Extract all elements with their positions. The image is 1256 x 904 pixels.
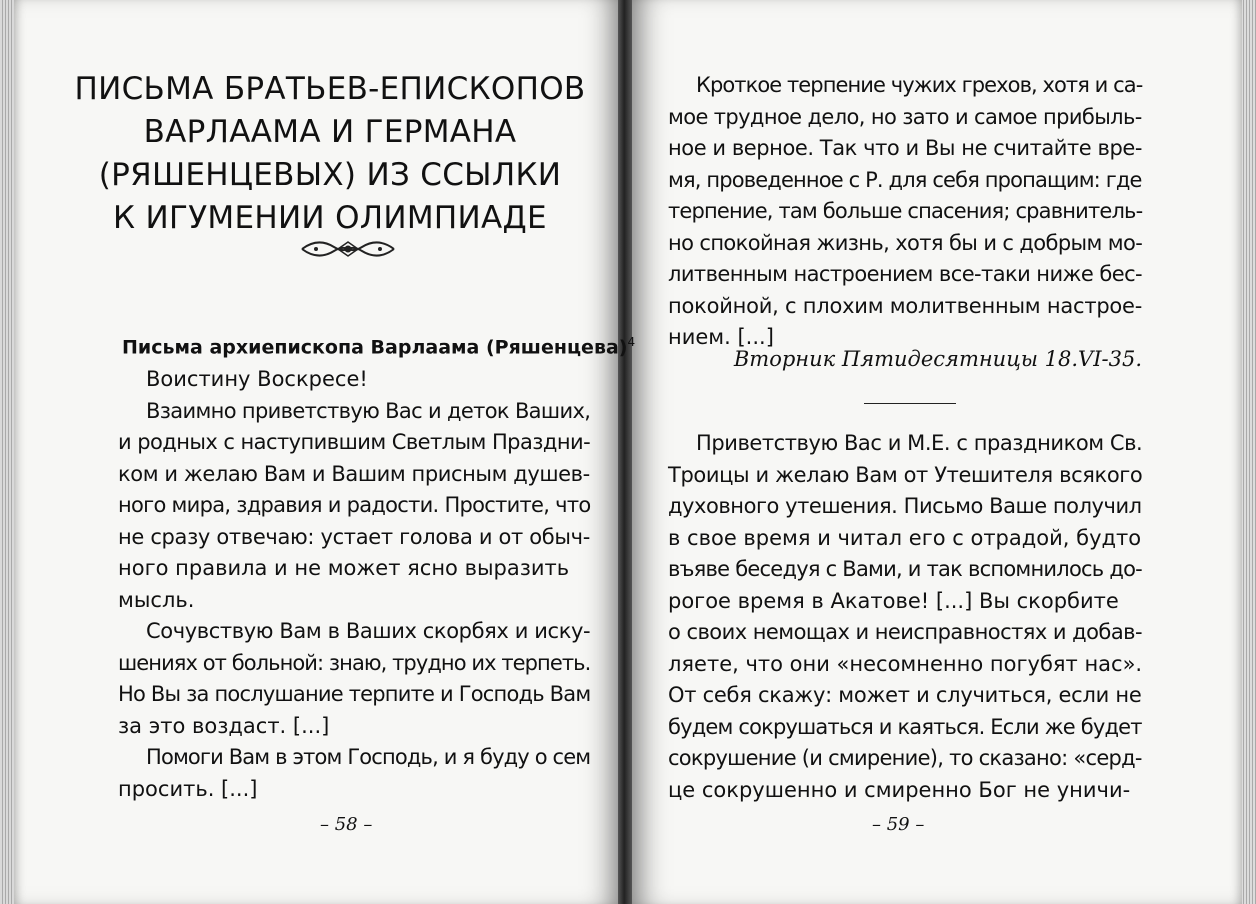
chapter-title-line: ПИСЬМА БРАТЬЕВ-ЕПИСКОПОВ	[74, 71, 586, 107]
ornament-divider-icon	[298, 234, 398, 264]
page-number-left: – 58 –	[320, 814, 373, 835]
right-page-body-top	[668, 70, 1142, 354]
chapter-title	[70, 68, 590, 240]
text-line: Но Вы за послушание терпите и Господь Вам	[118, 682, 591, 706]
text-line: въяве беседуя с Вами, и так вспомнилось до-	[668, 557, 1142, 581]
text-line: ком и желаю Вам и Вашим присным душев-	[118, 461, 590, 486]
text-line: но спокойная жизнь, хотя бы и с добрым мо-	[668, 230, 1143, 255]
text-line: мысль.	[118, 587, 195, 612]
text-line: Кроткое терпение чужих грехов, хотя и са-	[696, 73, 1143, 97]
text-line: Троицы и желаю Вам от Утешителя всякого	[668, 462, 1143, 487]
text-line: шениях от больной: знаю, трудно их терпеть.	[118, 650, 591, 675]
text-line: рогое время в Акатове! [...] Вы скорбите	[668, 588, 1119, 613]
footnote-marker: 4	[627, 335, 636, 349]
text-line: От себя скажу: может и случиться, если не	[668, 683, 1142, 707]
text-line: це сокрушенно и смиренно Бог не уничи-	[668, 777, 1131, 802]
text-line: Помоги Вам в этом Господь, и я буду о сем	[146, 745, 591, 769]
text-line: Воистину Воскресе!	[146, 367, 368, 391]
text-line: сокрушение (и смирение), то сказано: «серд-	[668, 746, 1142, 770]
text-line: духовного утешения. Письмо Ваше получил	[668, 494, 1142, 518]
text-line: ляете, что они «несомненно погубят нас».	[668, 651, 1143, 676]
right-page-edges	[1240, 0, 1256, 904]
text-line: мя, проведенное с Р. для себя пропащим: где	[668, 167, 1142, 192]
left-page-body	[118, 364, 590, 805]
text-line: просить. [...]	[118, 776, 258, 801]
section-divider-rule	[864, 403, 956, 404]
text-line: ного мира, здравия и радости. Простите, что	[118, 493, 591, 517]
letter-date-signature: Вторник Пятидесятницы 18.VI-35.	[733, 347, 1142, 371]
text-line: литвенным настроением все-таки ниже бес-	[668, 262, 1143, 286]
book-spine-gutter	[618, 0, 632, 904]
page-number-right: – 59 –	[872, 814, 925, 835]
text-line: в свое время и читал его с отрадой, будто	[668, 525, 1142, 550]
chapter-title-line: К ИГУМЕНИИ ОЛИМПИАДЕ	[113, 200, 547, 236]
text-line: ное и верное. Так что и Вы не считайте вре-	[668, 136, 1142, 160]
text-line: и родных с наступившим Светлым Праздни-	[118, 430, 591, 454]
text-line: мое трудное дело, но зато и самое прибыль-	[668, 104, 1142, 129]
right-page-body-bottom	[668, 428, 1142, 806]
text-line: за это воздаст. [...]	[118, 713, 330, 738]
section-heading-text: Письма архиепископа Варлаама (Ряшенцева)	[122, 336, 628, 359]
text-line: терпение, там больше спасения; сравнитель-	[668, 199, 1143, 223]
text-line: Сочувствую Вам в Ваших скорбях и иску-	[146, 619, 591, 643]
text-line: нием. [...]	[668, 325, 774, 349]
chapter-title-line: ВАРЛААМА И ГЕРМАНА	[143, 114, 517, 150]
text-line: ного правила и не может ясно выразить	[118, 556, 570, 580]
text-line: будем сокрушаться и каяться. Если же будет	[668, 714, 1142, 739]
text-line: Приветствую Вас и М.Е. с праздником Св.	[696, 431, 1143, 455]
text-line: о своих немощах и неисправностях и добав-	[668, 620, 1143, 644]
text-line: не сразу отвечаю: устает голова и от обыч-	[118, 524, 590, 549]
text-line: Взаимно приветствую Вас и деток Ваших,	[146, 398, 591, 423]
chapter-title-line: (РЯШЕНЦЕВЫХ) ИЗ ССЫЛКИ	[98, 157, 562, 193]
section-heading	[122, 330, 635, 359]
text-line: покойной, с плохим молитвенным настрое-	[668, 293, 1143, 318]
